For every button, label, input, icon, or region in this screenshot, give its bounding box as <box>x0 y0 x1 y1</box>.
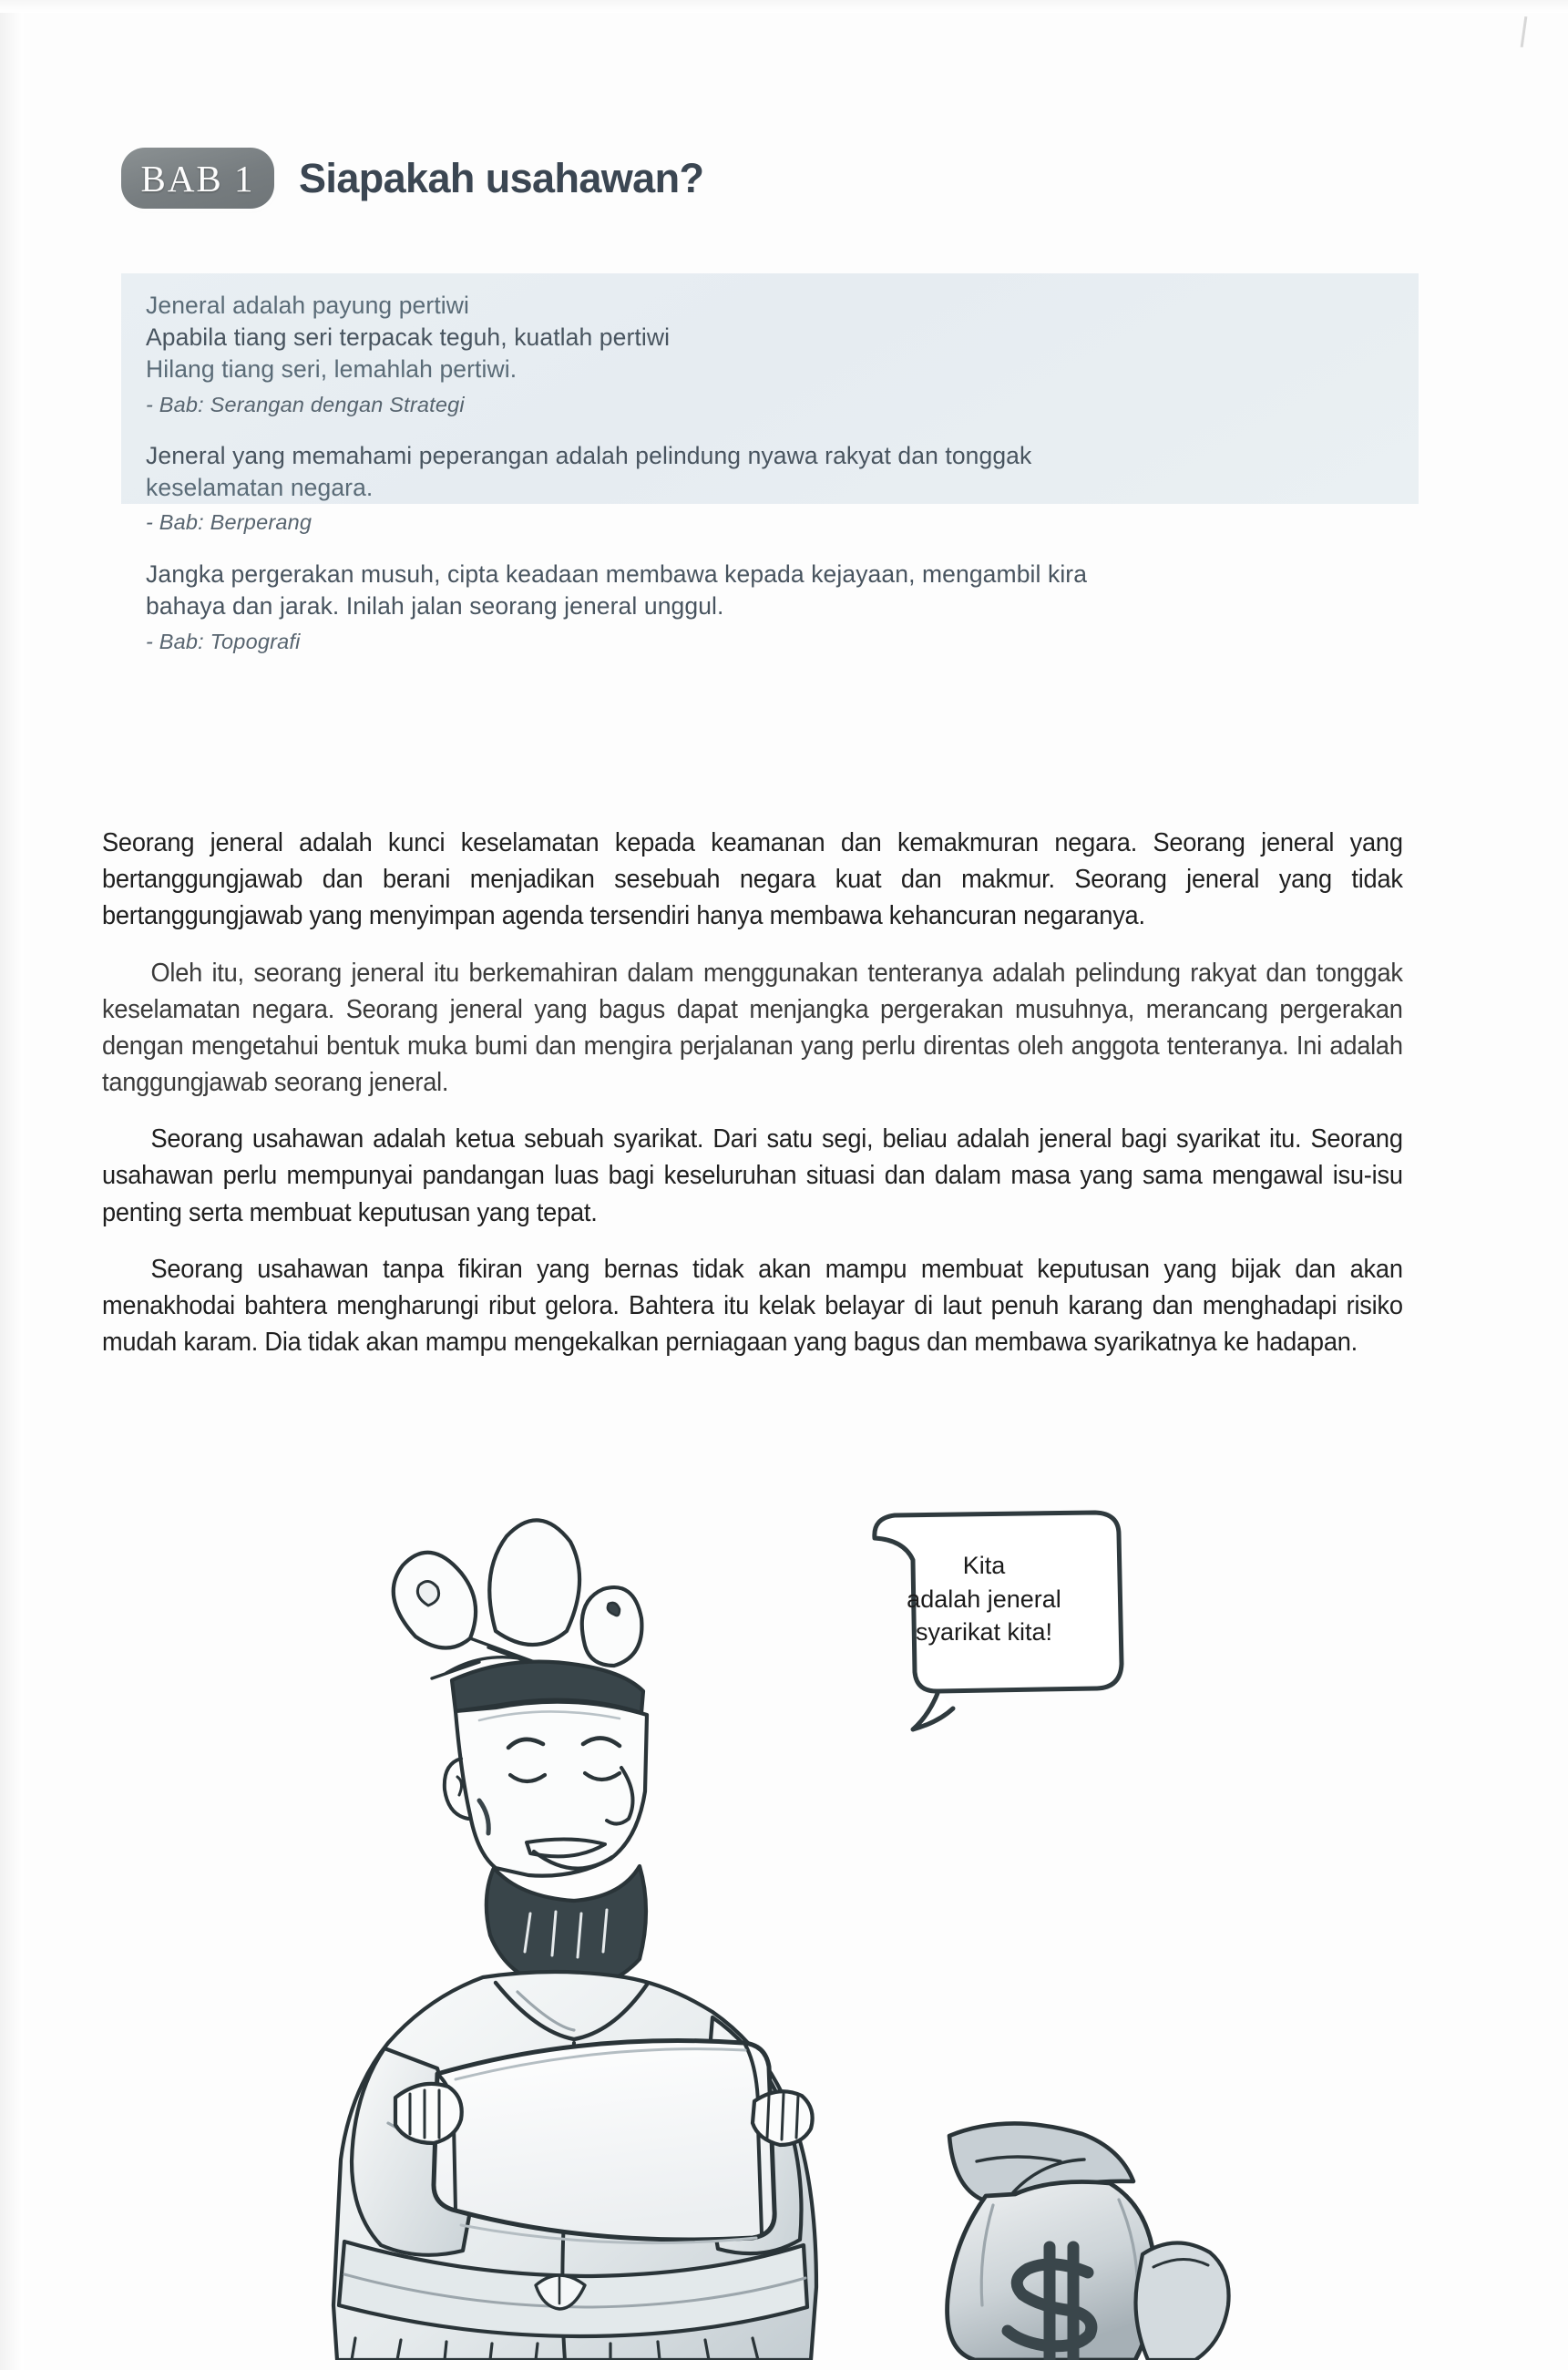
speech-bubble-line: Kita <box>962 1552 1006 1579</box>
quote-box-content <box>146 290 1400 654</box>
chapter-header <box>121 148 703 209</box>
scan-edge-top <box>0 0 1568 13</box>
chapter-badge <box>121 148 274 209</box>
chapter-badge-label: BAB 1 <box>140 157 255 200</box>
quote-stanza <box>146 559 1400 653</box>
quote-attribution: - Bab: Serangan dengan Strategi <box>146 392 465 416</box>
hat-plumes <box>394 1520 642 1678</box>
quote-stanza <box>146 440 1400 535</box>
quote-line: bahaya dan jarak. Inilah jalan seorang jeneral unggul. <box>146 592 724 621</box>
quote-attribution: - Bab: Berperang <box>146 510 313 535</box>
quote-box <box>121 273 1419 653</box>
scan-edge-left <box>0 0 24 2370</box>
quote-line: Jeneral yang memahami peperangan adalah pelindung nyawa rakyat dan tonggak <box>146 441 1032 469</box>
paragraph: Seorang jeneral adalah kunci keselamatan kepada keamanan dan kemakmuran negara. Seorang jeneral yang bertanggungjawab dan berani menjadikan sesebuah negara kuat dan makmur. Seorang jeneral yang tidak bertanggungjawab yang menyimpan agenda tersendiri hanya membawa kehancuran negaranya. <box>102 828 1403 931</box>
quote-line: Hilang tiang seri, lemahlah pertiwi. <box>146 355 518 384</box>
speech-bubble-text <box>866 1549 1102 1649</box>
general-head <box>445 1662 647 1989</box>
quote-line: Apabila tiang seri terpacak teguh, kuatlah pertiwi <box>146 323 671 352</box>
scroll <box>434 2041 774 2243</box>
paragraph: Oleh itu, seorang jeneral itu berkemahiran dalam menggunakan tenteranya adalah pelindung rakyat dan tonggak keselamatan negara. Seorang jeneral yang bagus dapat menjangka pergerakan musuhnya, merancang pergerakan dengan mengetahui bentuk muka bumi dan mengira perjalanan yang perlu direntas oleh anggota tenteranya. Ini adalah tanggungjawab seorang jeneral. <box>102 958 1403 1098</box>
speech-bubble-line: syarikat kita! <box>915 1618 1053 1647</box>
paragraph: Seorang usahawan adalah ketua sebuah syarikat. Dari satu segi, beliau adalah jeneral bagi syarikat itu. Seorang usahawan perlu mempunyai pandangan luas bagi keseluruhan situasi dan dalam masa yang sama mengawal isu-isu penting serta membuat keputusan yang tepat. <box>102 1124 1403 1227</box>
paragraph: Seorang usahawan tanpa fikiran yang bernas tidak akan mampu membuat keputusan yang bijak dan akan menakhodai bahtera mengharungi ribut gelora. Bahtera itu kelak belayar di laut penuh karang dan menghadapi risiko mudah karam. Dia tidak akan mampu mengekalkan perniagaan yang bagus dan membawa syarikatnya ke hadapan. <box>102 1254 1403 1358</box>
quote-stanza <box>146 290 1400 417</box>
scan-artifact <box>1521 16 1528 47</box>
quote-attribution: - Bab: Topografi <box>146 629 301 653</box>
quote-line: Jeneral adalah payung pertiwi <box>146 292 469 319</box>
speech-bubble-line: adalah jeneral <box>907 1585 1061 1613</box>
page-title: Siapakah usahawan? <box>299 154 704 201</box>
money-bag-small <box>1136 2242 1229 2360</box>
money-bag-large <box>948 2123 1155 2360</box>
quote-line: Jangka pergerakan musuh, cipta keadaan membawa kepada kejayaan, mengambil kira <box>146 560 1088 589</box>
body-text <box>102 825 1464 1380</box>
quote-line: keselamatan negara. <box>146 473 374 501</box>
